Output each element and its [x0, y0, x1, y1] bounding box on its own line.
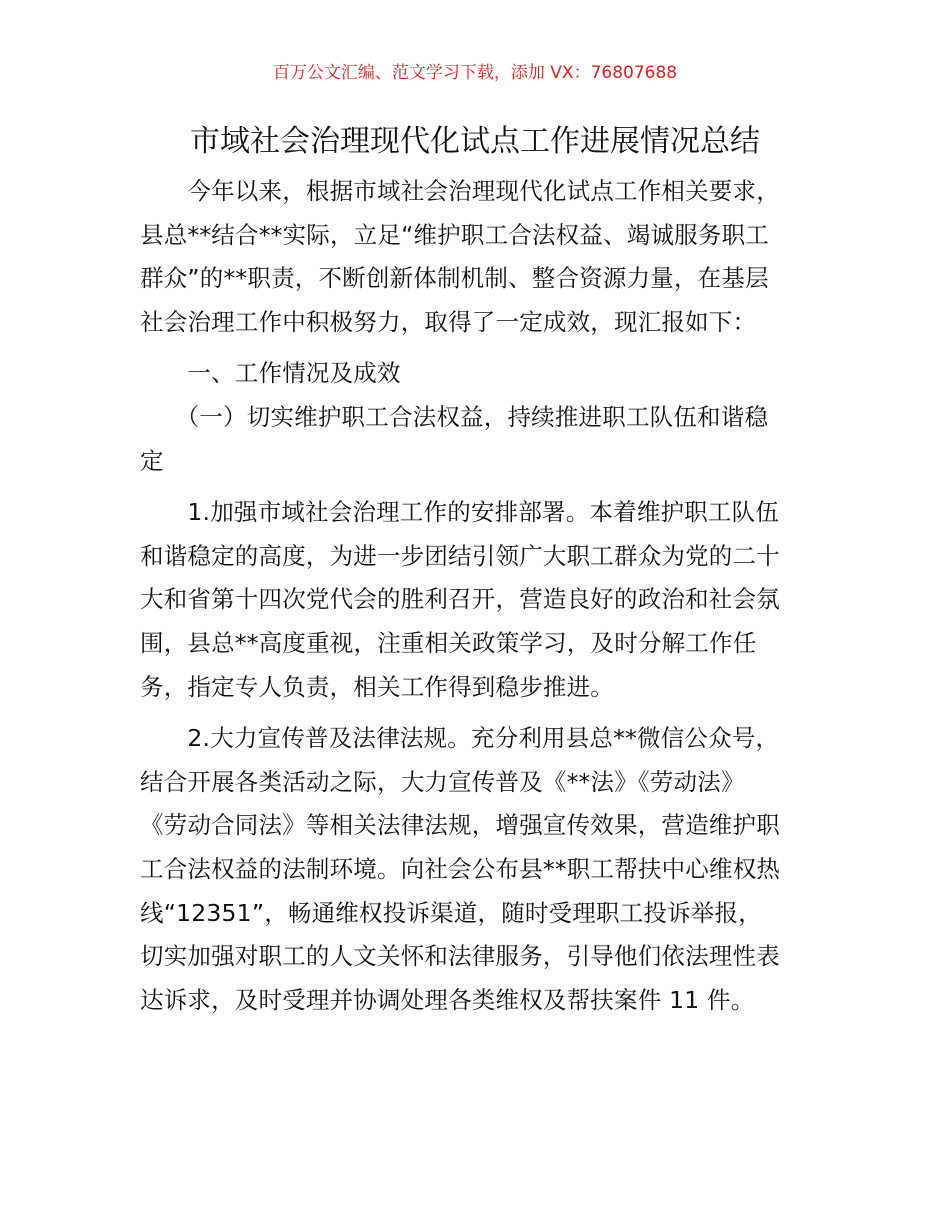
text-line: 线“12351”，畅通维权投诉渠道，随时受理职工投诉举报，: [140, 898, 762, 927]
text-line: 和谐稳定的高度，为进一步团结引领广大职工群众为党的二十: [140, 541, 780, 570]
paragraph: [140, 396, 820, 483]
paragraph-gap: [140, 344, 820, 352]
text-line: 社会治理工作中积极努力，取得了一定成效，现汇报如下：: [140, 307, 757, 336]
text-line: 达诉求，及时受理并协调处理各类维权及帮扶案件 11 件。: [140, 985, 755, 1014]
paragraph-gap: [140, 709, 820, 717]
text-line: 《劳动合同法》等相关法律法规，增强宣传效果，营造维护职: [140, 811, 780, 840]
text-line: 务，指定专人负责，相关工作得到稳步推进。: [140, 672, 614, 701]
text-line: 大和省第十四次党代会的胜利召开，营造良好的政治和社会氛: [140, 585, 780, 614]
text-line: 切实加强对职工的人文关怀和法律服务，引导他们依法理性表: [140, 942, 780, 971]
paragraph: [140, 491, 820, 709]
text-line: 一、工作情况及成效: [140, 359, 401, 388]
text-line: 群众”的**职责，不断创新体制机制、整合资源力量，在基层: [140, 264, 769, 293]
text-line: 今年以来，根据市域社会治理现代化试点工作相关要求，: [140, 177, 780, 205]
text-line: （一）切实维护职工合法权益，持续推进职工队伍和谐稳: [140, 402, 769, 431]
text-line: 围，县总**高度重视，注重相关政策学习，及时分解工作任: [140, 628, 757, 657]
watermark-header: 百万公文汇编、范文学习下载，添加 VX：76807688: [272, 63, 678, 83]
document-title: 市域社会治理现代化试点工作进展情况总结: [190, 124, 760, 159]
paragraph: [140, 352, 820, 396]
document-body: [140, 170, 820, 1022]
text-line: 县总**结合**实际，立足“维护职工合法权益、竭诚服务职工: [140, 220, 769, 249]
paragraph: [140, 717, 820, 1022]
paragraph: [140, 170, 820, 344]
paragraph-gap: [140, 483, 820, 491]
text-line: 结合开展各类活动之际，大力宣传普及《**法》《劳动法》: [140, 767, 745, 796]
text-line: 1.加强市域社会治理工作的安排部署。本着维护职工队伍: [140, 498, 780, 527]
text-line: 工合法权益的法制环境。向社会公布县**职工帮扶中心维权热: [140, 854, 781, 883]
text-line: 2.大力宣传普及法律法规。充分利用县总**微信公众号，: [140, 724, 780, 753]
text-line: 定: [140, 446, 164, 475]
